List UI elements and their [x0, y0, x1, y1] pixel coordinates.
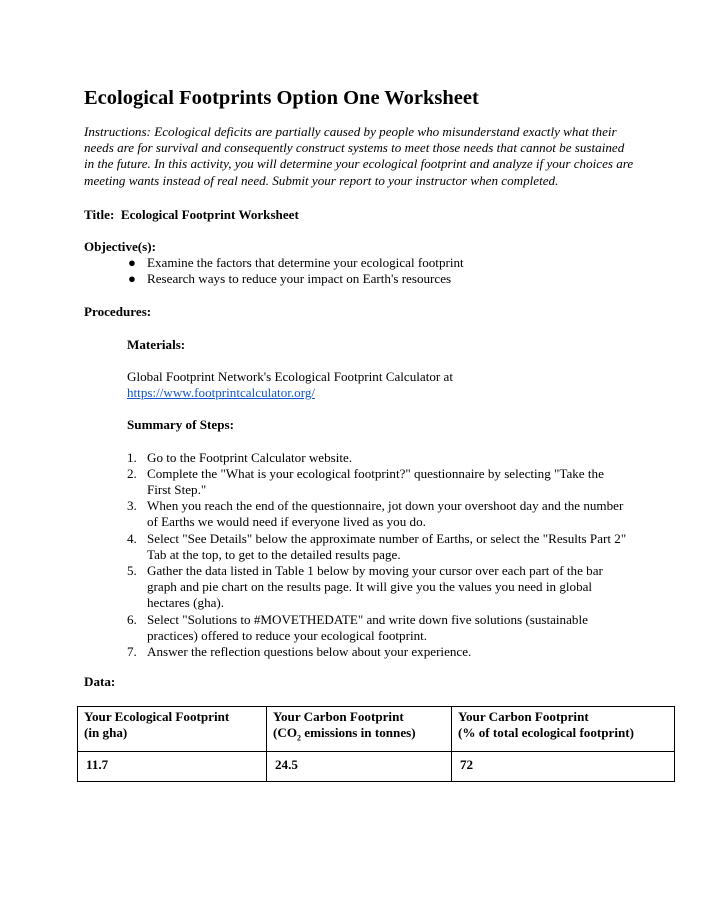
header-cell-carbon-footprint-tonnes: Your Carbon Footprint ($CO_2$ emissions in tonnes)	[267, 707, 452, 752]
footprint-calculator-link[interactable]: https://www.footprintcalculator.org/	[127, 385, 316, 401]
step-item: 4. Select "See Details" below the approximate number of Earths, or select the "Results Part 2" Tab at the top, to get to the detailed results page.	[127, 530, 627, 562]
table-header-row	[78, 707, 675, 752]
steps-list	[84, 450, 627, 661]
materials-heading: Materials:	[127, 336, 186, 352]
header-cell-carbon-footprint-percent: Your Carbon Footprint (% of total ecological footprint)	[452, 707, 675, 752]
value-cell-carbon-tonnes: 24.5	[267, 752, 452, 782]
step-item: 6. Select "Solutions to #MOVETHEDATE" and write down five solutions (sustainable practices) offered to reduce your ecological footprint.	[127, 611, 588, 643]
procedures-heading: Procedures:	[84, 303, 152, 319]
summary-heading: Summary of Steps:	[127, 417, 234, 433]
page-title: Ecological Footprints Option One Worksheet	[84, 87, 479, 109]
objectives-heading: Objective(s):	[84, 239, 156, 255]
bullet-icon: ●	[128, 255, 136, 271]
step-item: 3. When you reach the end of the questionnaire, jot down your overshoot day and the number of Earths we would need if everyone lived as you do.	[127, 498, 624, 530]
materials-text: Global Footprint Network's Ecological Footprint Calculator at https://www.footprintcalculator.org/	[127, 369, 454, 401]
objective-item: ● Research ways to reduce your impact on Earth's resources	[128, 271, 452, 287]
table-row	[78, 752, 675, 782]
title-value: Ecological Footprint Worksheet	[120, 206, 299, 222]
procedures-section	[84, 337, 644, 434]
objectives-list	[84, 255, 644, 287]
step-item: 1. Go to the Footprint Calculator website.	[127, 449, 353, 465]
worksheet-page	[84, 86, 644, 690]
value-cell-carbon-percent: 72	[452, 752, 675, 782]
step-item: 5. Gather the data listed in Table 1 below by moving your cursor over each part of the bar graph and pie chart on the results page. It will give you the values you need in global hectares (gha).	[127, 563, 603, 611]
step-item: 7. Answer the reflection questions below about your experience.	[127, 644, 472, 660]
data-heading: Data:	[84, 674, 116, 690]
title-line	[84, 207, 644, 223]
data-table	[77, 706, 675, 782]
value-cell-ecological-footprint: 11.7	[78, 752, 267, 782]
header-cell-ecological-footprint: Your Ecological Footprint (in gha)	[78, 707, 267, 752]
objective-item: ● Examine the factors that determine your ecological footprint	[128, 255, 464, 271]
bullet-icon: ●	[128, 271, 136, 287]
step-item: 2. Complete the "What is your ecological footprint?" questionnaire by selecting "Take the First Step."	[127, 465, 604, 498]
instructions-text: Instructions: Ecological deficits are partially caused by people who misunderstand exactly what their needs are for survival and consequently construct systems to meet those needs that cannot be sustained in the future. In this activity, you will determine your ecological footprint and analyze if your choices are meeting wants instead of real need. Submit your report to your instructor when completed.	[84, 124, 634, 188]
title-label: Title:	[84, 206, 115, 222]
